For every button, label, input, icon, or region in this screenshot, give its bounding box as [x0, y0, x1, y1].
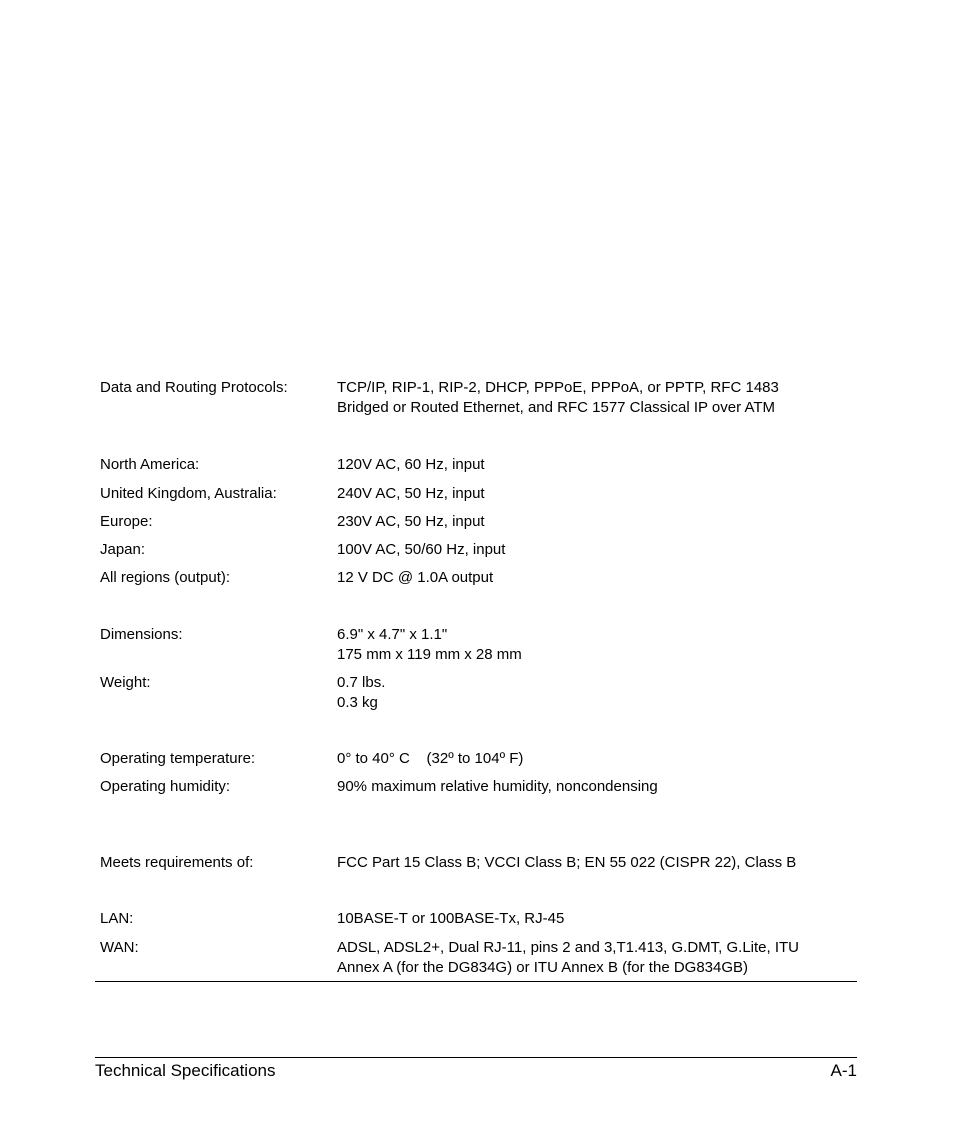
spec-label: Japan:	[100, 541, 146, 558]
spec-value-line: 175 mm x 119 mm x 28 mm	[337, 646, 522, 663]
spec-label: WAN:	[100, 939, 139, 956]
spec-value-line: 230V AC, 50 Hz, input	[337, 513, 485, 530]
spec-label: LAN:	[100, 910, 134, 927]
spec-value-line: 90% maximum relative humidity, noncondensing	[337, 778, 658, 795]
spec-label: North America:	[100, 456, 200, 473]
spec-label: Meets requirements of:	[100, 854, 254, 871]
spec-value-line: Bridged or Routed Ethernet, and RFC 1577 Classical IP over ATM	[337, 399, 775, 416]
spec-label: Weight:	[100, 674, 151, 691]
spec-label: Operating humidity:	[100, 778, 231, 795]
spec-value-line: 6.9" x 4.7" x 1.1"	[337, 626, 448, 643]
spec-value-line: 10BASE-T or 100BASE-Tx, RJ-45	[337, 910, 565, 927]
spec-value-line: 100V AC, 50/60 Hz, input	[337, 541, 506, 558]
spec-label: Europe:	[100, 513, 153, 530]
spec-value	[337, 938, 837, 978]
spec-value-line: 240V AC, 50 Hz, input	[337, 485, 485, 502]
spec-value	[337, 909, 837, 929]
spec-label: Dimensions:	[100, 626, 183, 643]
spec-value	[337, 540, 837, 560]
spec-value	[337, 378, 837, 418]
spec-label: Data and Routing Protocols:	[100, 379, 288, 396]
spec-value	[337, 625, 837, 665]
spec-value	[337, 777, 837, 797]
spec-value	[337, 484, 837, 504]
spec-label: Operating temperature:	[100, 750, 256, 767]
spec-value-line: Annex A (for the DG834G) or ITU Annex B (for the DG834GB)	[337, 959, 749, 976]
spec-value-line: 0° to 40° C (32º to 104º F)	[337, 750, 524, 767]
footer-rule	[95, 1057, 857, 1058]
spec-value	[337, 568, 837, 588]
spec-label: United Kingdom, Australia:	[100, 485, 277, 502]
spec-value	[337, 512, 837, 532]
spec-value	[337, 853, 837, 873]
spec-value-line: 12 V DC @ 1.0A output	[337, 569, 494, 586]
table-bottom-rule	[95, 981, 857, 982]
spec-label: All regions (output):	[100, 569, 231, 586]
spec-value-line: ADSL, ADSL2+, Dual RJ-11, pins 2 and 3,T1.413, G.DMT, G.Lite, ITU	[337, 939, 800, 956]
spec-value-line: TCP/IP, RIP-1, RIP-2, DHCP, PPPoE, PPPoA, or PPTP, RFC 1483	[337, 379, 779, 396]
spec-value-line: 120V AC, 60 Hz, input	[337, 456, 485, 473]
spec-value-line: FCC Part 15 Class B; VCCI Class B; EN 55 022 (CISPR 22), Class B	[337, 854, 797, 871]
spec-value	[337, 749, 837, 769]
footer-section-title: Technical Specifications	[95, 1061, 276, 1080]
footer-page-number: A-1	[830, 1061, 857, 1080]
spec-value	[337, 455, 837, 475]
spec-value-line: 0.7 lbs.	[337, 674, 386, 691]
spec-value	[337, 673, 837, 713]
spec-value-line: 0.3 kg	[337, 694, 378, 711]
